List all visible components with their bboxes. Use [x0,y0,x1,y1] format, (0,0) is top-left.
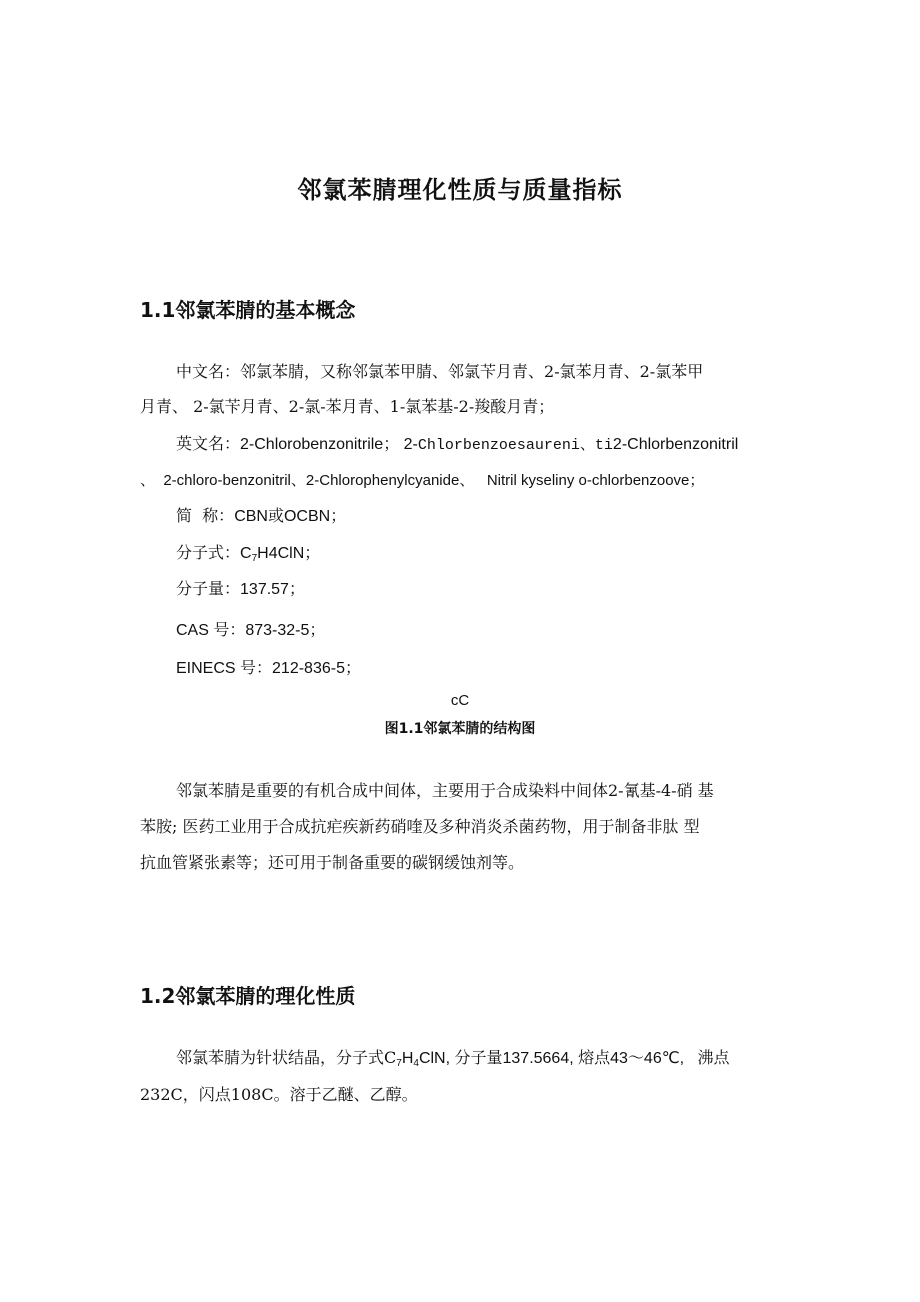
properties-line2: 232C，闪点108C。溶于乙醚、乙醇。 [140,1085,418,1104]
molecular-weight-value: 137.57； [240,581,305,598]
figure-caption: 图1.1邻氯苯腈的结构图 [384,721,536,737]
cas-line [176,617,325,640]
figure-placeholder: cC [450,692,470,709]
einecs-label: EINECS 号： [176,660,273,677]
chinese-name-label: 中文名： [176,362,241,381]
chinese-name-line1: 邻氯苯腈，又称邻氯苯甲腈、邻氯苄月青、2-氯苯月青、2-氯苯甲 [240,362,704,381]
cas-value: 873-32-5； [245,622,326,639]
section-heading-1-2: 1.2邻氯苯腈的理化性质 [140,984,356,1008]
usage-line1: 邻氯苯腈是重要的有机合成中间体，主要用于合成染料中间体2-氰基-4-硝 基 [176,781,714,800]
english-name-line1a: 2-Chlorobenzonitrile； 2- [240,436,418,453]
english-name-label: 英文名： [176,434,241,453]
usage-line2: 苯胺; 医药工业用于合成抗疟疾新药硝喹及多种消炎杀菌药物，用于制备非肽 型 [140,817,700,836]
molecular-weight-line [176,576,305,599]
einecs-value: 212-836-5； [272,660,361,677]
formula-pre: C [240,545,252,562]
english-name-paragraph [140,426,800,498]
abbreviation-line [176,503,346,526]
usage-paragraph [140,773,800,881]
formula-sub: 7 [251,553,258,564]
einecs-line [176,655,361,678]
abbreviation-value: CBN或OCBN； [234,508,347,525]
properties-line1-c: ClN, 分子量137.5664, 熔点43〜46℃, 沸点 [418,1050,730,1067]
molecular-weight-label: 分子量： [176,579,241,598]
chinese-name-line2: 月青、 2-氯苄月青、2-氯-苯月青、1-氯苯基-2-羧酸月青； [140,397,555,416]
formula-post: H4ClN； [257,545,321,562]
section-heading-1-1: 1.1邻氯苯腈的基本概念 [140,298,356,322]
properties-line1-b: H [401,1050,414,1067]
formula-label: 分子式： [176,543,241,562]
page-title: 邻氯苯腈理化性质与质量指标 [297,176,623,204]
chinese-name-paragraph [140,354,788,424]
properties-paragraph [140,1040,800,1113]
usage-line3: 抗血管紧张素等；还可用于制备重要的碳钢缓蚀剂等。 [140,853,525,872]
cas-label: CAS 号： [176,622,246,639]
english-name-line1c: 2-Chlorbenzonitril [612,436,739,453]
properties-sub2: 4 [413,1058,419,1069]
formula-line [176,540,320,563]
abbreviation-label: 简 称： [176,506,235,525]
english-name-line1b: Chlorbenzoesaureni、ti [417,437,613,454]
properties-sub1: 7 [396,1058,402,1069]
properties-line1-a: 邻氯苯腈为针状结晶，分子式C [176,1048,397,1067]
english-name-line2: 、 2-chloro-benzonitril、2-Chlorophenylcyanide、 Nitril kyseliny o-chlorbenzoove； [140,472,705,489]
